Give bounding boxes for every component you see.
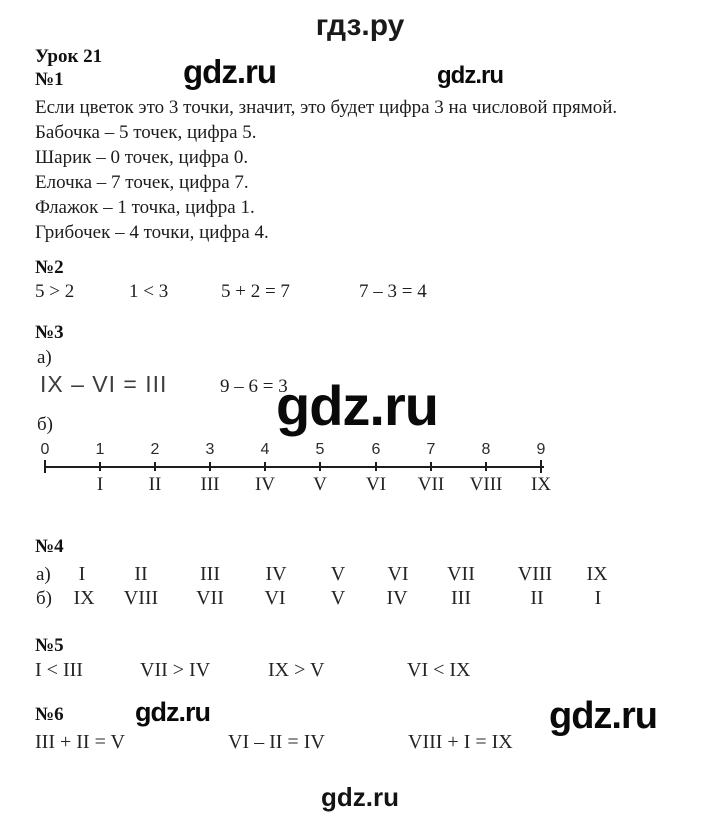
task3-label: №3 xyxy=(35,322,64,343)
task5-item: IX > V xyxy=(268,659,325,681)
number-line-roman: III xyxy=(200,474,220,495)
number-line-tick xyxy=(430,462,432,471)
number-line-roman: IV xyxy=(254,474,276,495)
task4-row-b-item: III xyxy=(451,587,471,609)
number-line-roman: VI xyxy=(365,474,387,495)
number-line-digit: 1 xyxy=(95,441,105,458)
number-line-roman: I xyxy=(96,474,104,495)
task3-part-b-label: б) xyxy=(37,414,53,435)
watermark-bottom-left: gdz.ru xyxy=(135,697,210,727)
task2-item: 1 < 3 xyxy=(129,281,169,302)
task6-item: VI – II = IV xyxy=(228,731,325,753)
number-line-digit: 2 xyxy=(150,441,160,458)
task1-line: Флажок – 1 точка, цифра 1. xyxy=(35,197,255,218)
watermark-middle-large: gdz.ru xyxy=(276,374,438,437)
task1-line: Елочка – 7 точек, цифра 7. xyxy=(35,172,249,193)
task6-label: №6 xyxy=(35,704,64,725)
task3-roman-equation: IX – VI = III xyxy=(40,371,168,397)
number-line-digit: 5 xyxy=(315,441,325,458)
number-line-digit: 3 xyxy=(205,441,215,458)
task2-label: №2 xyxy=(35,257,64,278)
number-line-roman: II xyxy=(148,474,162,495)
number-line-tick xyxy=(319,462,321,471)
number-line-digit: 7 xyxy=(426,441,436,458)
number-line-tick xyxy=(154,462,156,471)
number-line-digit: 8 xyxy=(481,441,491,458)
task4-row-a-item: I xyxy=(78,563,86,585)
number-line-roman: V xyxy=(313,474,327,495)
task2-item: 5 > 2 xyxy=(35,281,75,302)
task5-label: №5 xyxy=(35,635,64,656)
task4-row-b-item: V xyxy=(330,587,346,609)
number-line xyxy=(0,441,720,499)
watermark-top-left: gdz.ru xyxy=(183,53,276,90)
task6-item: III + II = V xyxy=(35,731,125,753)
task5-item: VI < IX xyxy=(407,659,471,681)
task1-line: Шарик – 0 точек, цифра 0. xyxy=(35,147,249,168)
lesson-title: Урок 21 xyxy=(35,46,103,67)
number-line-tick xyxy=(540,460,542,473)
number-line-roman: IX xyxy=(530,474,552,495)
task4-row-b-item: VII xyxy=(196,587,224,609)
task4-row-a-label: а) xyxy=(36,564,51,585)
task4-row-a-item: II xyxy=(134,563,148,585)
task3-part-a-label: а) xyxy=(37,347,52,368)
task4-row-a-item: V xyxy=(330,563,346,585)
watermark-top-right: gdz.ru xyxy=(437,62,503,89)
number-line-roman: VIII xyxy=(469,474,503,495)
number-line-tick xyxy=(99,462,101,471)
task1-line: Грибочек – 4 точки, цифра 4. xyxy=(35,222,269,243)
task4-row-b-item: IV xyxy=(386,587,408,609)
number-line-digit: 0 xyxy=(40,441,50,458)
number-line-digit: 9 xyxy=(536,441,546,458)
task1-label: №1 xyxy=(35,69,64,90)
number-line-tick xyxy=(44,460,46,473)
task4-label: №4 xyxy=(35,536,64,557)
task2-item: 7 – 3 = 4 xyxy=(359,281,427,302)
site-header-logo: гдз.ру xyxy=(315,9,405,42)
watermark-bottom-right: gdz.ru xyxy=(549,695,657,737)
task1-line: Если цветок это 3 точки, значит, это будет цифра 3 на числовой прямой. xyxy=(35,97,618,118)
task4-row-a-item: VI xyxy=(387,563,409,585)
number-line-roman: VII xyxy=(417,474,445,495)
task4-row-b-item: IX xyxy=(73,587,95,609)
number-line-digit: 6 xyxy=(371,441,381,458)
task4-row-a-item: IX xyxy=(586,563,608,585)
number-line-digit: 4 xyxy=(260,441,270,458)
task4-row-a-item: IV xyxy=(265,563,287,585)
number-line-tick xyxy=(485,462,487,471)
task5-item: I < III xyxy=(35,659,83,681)
task2-item: 5 + 2 = 7 xyxy=(221,281,290,302)
task5-item: VII > IV xyxy=(140,659,211,681)
task6-item: VIII + I = IX xyxy=(408,731,513,753)
task3-arabic-equation: 9 – 6 = 3 xyxy=(220,376,288,397)
task4-row-a-item: VIII xyxy=(517,563,553,585)
number-line-tick xyxy=(264,462,266,471)
task4-row-b-item: VI xyxy=(264,587,286,609)
task1-line: Бабочка – 5 точек, цифра 5. xyxy=(35,122,257,143)
task4-row-a-item: III xyxy=(200,563,220,585)
task4-row-a-item: VII xyxy=(447,563,475,585)
number-line-axis xyxy=(44,466,544,468)
task4-row-b-item: II xyxy=(530,587,544,609)
site-footer-logo: gdz.ru xyxy=(321,782,399,812)
task4-row-b-item: VIII xyxy=(123,587,159,609)
task4-row-b-item: I xyxy=(594,587,602,609)
number-line-tick xyxy=(209,462,211,471)
task4-row-b-label: б) xyxy=(36,588,52,609)
task1-answer xyxy=(35,95,617,245)
number-line-tick xyxy=(375,462,377,471)
